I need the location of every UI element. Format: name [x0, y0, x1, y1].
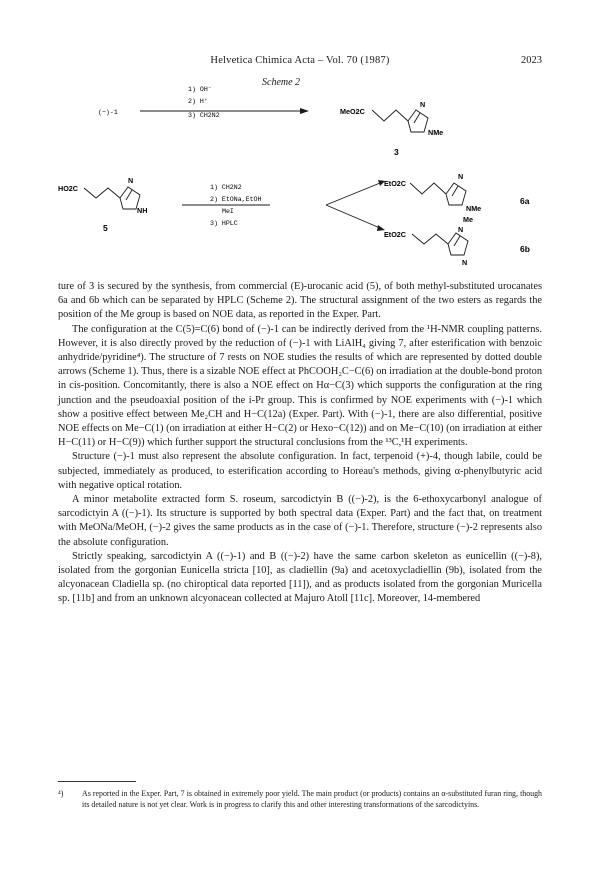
compound-number-6b: 6b: [520, 244, 530, 254]
product-6b-ring-n: N: [462, 258, 468, 267]
body-text: [58, 280, 542, 607]
compound-5-ring-n: N: [128, 176, 134, 185]
product-3-ring-n: N: [420, 100, 426, 109]
mid-reagent-3: MeI: [222, 208, 234, 215]
mid-reagent-4: 3) HPLC: [210, 220, 238, 227]
top-reagent-3: 3) CH2N2: [188, 112, 220, 119]
footnote-4: [58, 788, 542, 810]
product-6b-methyl: Me: [463, 215, 473, 224]
footnote-divider: [58, 781, 136, 782]
compound-number-5: 5: [103, 223, 108, 233]
product-3-imidazole-ring: [408, 110, 428, 132]
paragraph-3: Structure (−)-1 must also represent the absolute configuration. In fact, terpenoid (+)-4, though labile, could be subjected, immediately as produced, to esterification according to Horeau's methods, giving α-phenylbutyric acid with negative optical rotation.: [58, 451, 542, 491]
paragraph-4: A minor metabolite extracted form S. roseum, sarcodictyin B ((−)-2), is the 6-ethoxycarbonyl analogue of sarcodictyin A ((−)-1). Its structure is supported by both spectral data (Exper. Part) and the fact that, on treatment with MeONa/MeOH, (−)-2 gives the same products as in the case of (−)-1. Therefore, structure (−)-2 represents also the absolute configuration.: [58, 494, 542, 548]
product-6a-chain: [410, 183, 446, 194]
footnote-text: As reported in the Exper. Part, 7 is obtained in extremely poor yield. The main product (or products) contains an α-substituted furan ring, though its detailed nature is not yet clear. Work is in progress to clarify this and other interesting transformations of the sarcodictyins.: [82, 789, 542, 809]
compound-5-chain: [84, 188, 120, 198]
top-reagent-2: 2) H⁺: [188, 98, 208, 105]
paragraph-1: ture of 3 is secured by the synthesis, from commercial (E)-urocanic acid (5), of both methyl-substituted urocanates 6a and 6b which can be separated by HPLC (Scheme 2). The structural assignment of the two esters as regards the position of the Me group is based on NOE data, as reported in the Exper. Part.: [58, 281, 542, 321]
reaction-scheme: [0, 0, 600, 280]
branch-arrow-6b: [326, 205, 380, 228]
paragraph-5: Strictly speaking, sarcodictyin A ((−)-1) and B ((−)-2) have the same carbon skeleton as eunicellin ((−)-8), isolated from the gorgonian Eunicella stricta [10], as cladiellin (9a) and acetoxycladiellin (9b), isolated from the alcyonacean Cladiella sp. (no chiroptical data reported [11]), and as products isolated from the gorgonian Muricella sp. [11b] and from an unknown alcyonacean collected at Majuro Atoll [11c]. Moreover, 14-membered: [58, 550, 542, 605]
top-reagent-1: 1) OH⁻: [188, 86, 212, 93]
product-6b-chain: [412, 234, 448, 244]
product-6a-imidazole-ring: [446, 183, 466, 205]
compound-5-acid-group: HO2C: [58, 184, 78, 193]
reactant-minus-1: (−)-1: [98, 109, 118, 116]
compound-number-3: 3: [394, 147, 399, 157]
product-6b-ester-group: EtO2C: [384, 230, 406, 239]
page-number: 2023: [521, 55, 542, 66]
scheme-label: Scheme 2: [262, 77, 301, 88]
product-3-chain: [372, 110, 408, 121]
paragraph-2: The configuration at the C(5)=C(6) bond of (−)-1 can be indirectly derived from the ¹H-NMR coupling patterns. However, it is also directly proved by the reduction of (−)-1 with LiAlH₄ giving 7, after esterification with benzoic anhydride/pyridine⁴). The structure of 7 rests on NOE studies the results of which are represented by dotted double arrows (Scheme 1). Thus, there is a sizable NOE effect at PhCOOH₂C−C(6) on irradiation at the double-bond proton in cis-position. Concomitantly, there is also a NOE effect on Hα−C(3) which supports the configuration at the ring junction and the pseudoaxial position of the i-Pr group. This is confirmed by NOE experiments with (−)-1 which show a positive effect between Me₂CH and H−C(12a) (Exper. Part). With (−)-1, there are also differential, positive NOE effects on Me−C(1) (on irradiation at either H−C(2) or Hexo−C(12)) and on Me−C(10) (on irradiation at either H−C(11) or H−C(9)) which further support the structural conclusions from the ¹³C,¹H experiments.: [58, 323, 542, 449]
mid-reagent-1: 1) CH2N2: [210, 184, 242, 191]
product-6b-ring-nme: N: [458, 225, 464, 234]
product-6b-imidazole-ring: [448, 233, 468, 255]
product-6a-ring-n: N: [458, 172, 464, 181]
product-3-ring-nme: NMe: [428, 128, 444, 137]
product-6a-ring-nme: NMe: [466, 204, 482, 213]
compound-5-ring-nh: NH: [137, 206, 148, 215]
compound-number-6a: 6a: [520, 196, 530, 206]
product-6a-ester-group: EtO2C: [384, 179, 406, 188]
journal-title: Helvetica Chimica Acta – Vol. 70 (1987): [210, 55, 390, 66]
top-arrowhead: [300, 108, 309, 114]
branch-arrow-6a: [326, 183, 380, 205]
product-3-ester-group: MeO2C: [340, 107, 365, 116]
mid-reagent-2: 2) EtONa,EtOH: [210, 196, 262, 203]
footnote-mark: ⁴): [58, 789, 64, 798]
